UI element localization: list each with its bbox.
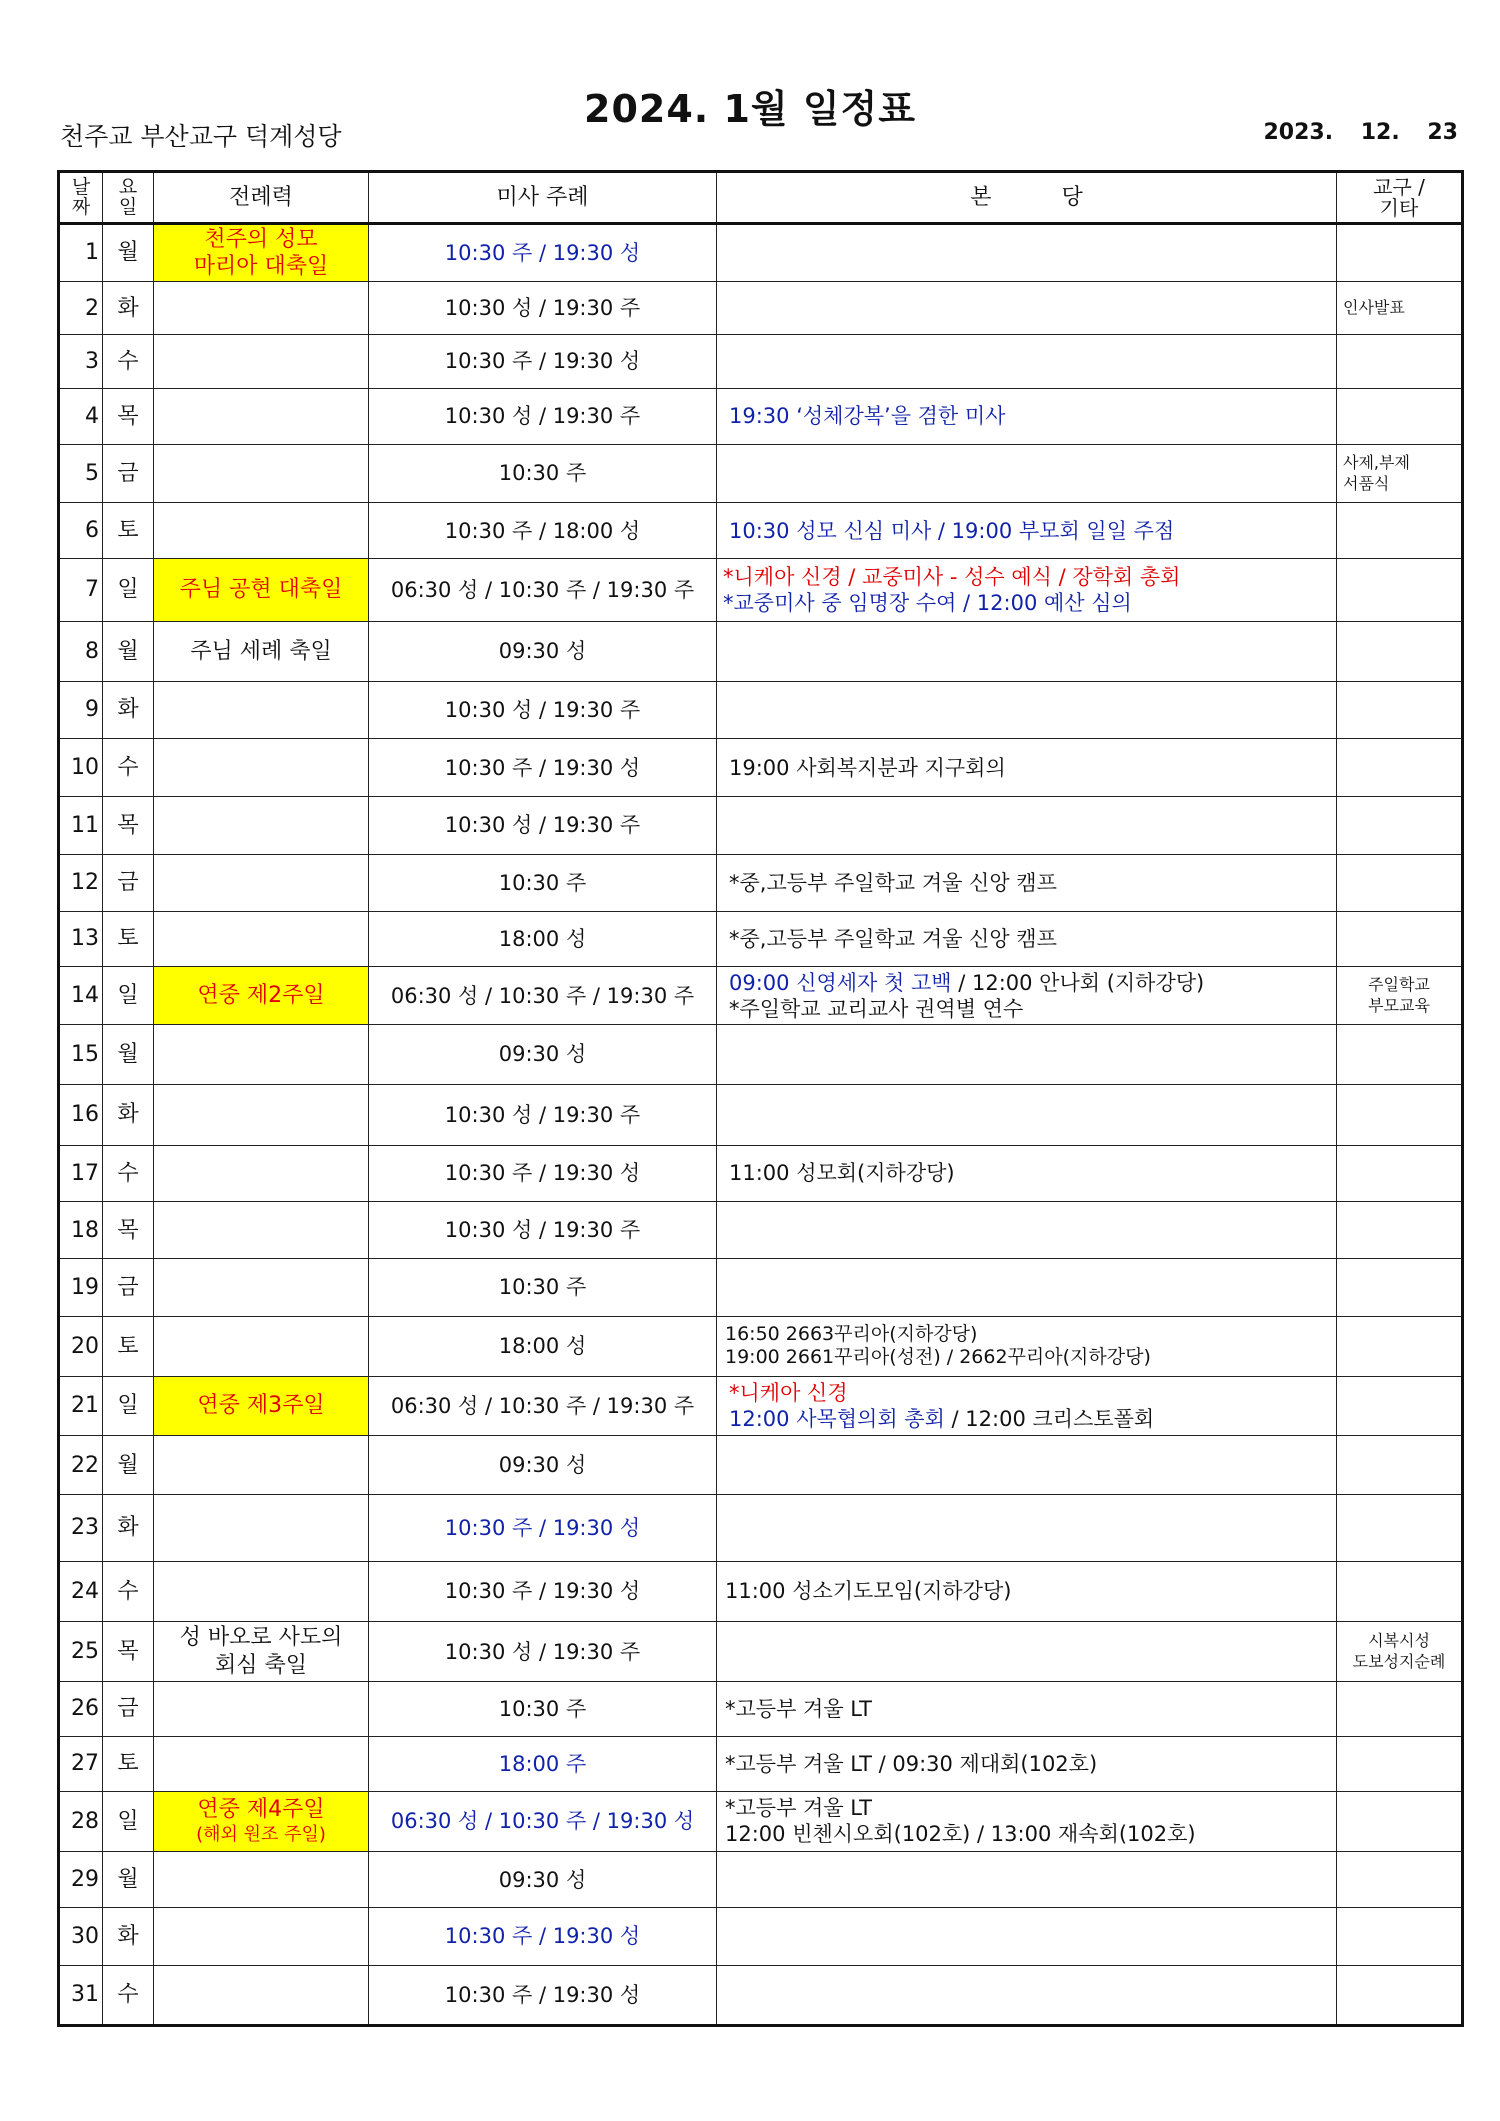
mass-cell: 10:30 성 / 19:30 주 [369, 681, 717, 738]
weekday-cell: 금 [103, 854, 154, 911]
mass-cell: 09:30 성 [369, 1852, 717, 1908]
weekday-cell: 월 [103, 224, 154, 282]
event-cell: *니케아 신경 / 교중미사 - 성수 예식 / 장학회 총회 *교중미사 중 임명장 수여 / 12:00 예산 심의 [717, 559, 1337, 621]
etc-cell [1337, 681, 1463, 738]
liturgy-cell [154, 1436, 369, 1495]
liturgy-cell [154, 911, 369, 966]
liturgy-cell [154, 854, 369, 911]
table-row [59, 444, 1463, 502]
table-row [59, 559, 1463, 621]
table-row [59, 1495, 1463, 1561]
mass-cell: 10:30 주 / 19:30 성 [369, 1965, 717, 2026]
event-cell: *니케아 신경 12:00 사목협의회 총회 / 12:00 크리스토폴회 [717, 1376, 1337, 1435]
event-cell: *고등부 겨울 LT 12:00 빈첸시오회(102호) / 13:00 재속회(102호) [717, 1791, 1337, 1851]
table-row [59, 1682, 1463, 1736]
mass-cell: 10:30 주 / 19:30 성 [369, 1908, 717, 1965]
etc-cell [1337, 1376, 1463, 1435]
table-row [59, 1259, 1463, 1316]
liturgy-cell [154, 388, 369, 444]
liturgy-cell: 성 바오로 사도의 회심 축일 [154, 1622, 369, 1682]
etc-cell [1337, 1791, 1463, 1851]
mass-cell: 10:30 성 / 19:30 주 [369, 1622, 717, 1682]
table-row [59, 1908, 1463, 1965]
liturgy-cell [154, 1084, 369, 1145]
event-cell: 16:50 2663꾸리아(지하강당) 19:00 2661꾸리아(성전) / 2662꾸리아(지하강당) [717, 1316, 1337, 1376]
weekday-cell: 토 [103, 1736, 154, 1791]
weekday-cell: 월 [103, 1852, 154, 1908]
weekday-cell: 화 [103, 1084, 154, 1145]
mass-cell: 10:30 주 / 19:30 성 [369, 1495, 717, 1561]
table-row [59, 503, 1463, 559]
col-header-main: 본 당 [717, 172, 1337, 224]
mass-cell: 10:30 성 / 19:30 주 [369, 1202, 717, 1259]
liturgy-cell [154, 1316, 369, 1376]
weekday-cell: 토 [103, 503, 154, 559]
table-row [59, 797, 1463, 854]
day-cell: 23 [59, 1495, 103, 1561]
day-cell: 16 [59, 1084, 103, 1145]
table-header-row [59, 172, 1463, 224]
mass-cell: 18:00 성 [369, 911, 717, 966]
etc-cell [1337, 559, 1463, 621]
weekday-cell: 금 [103, 444, 154, 502]
table-row [59, 854, 1463, 911]
weekday-cell: 화 [103, 282, 154, 335]
day-cell: 29 [59, 1852, 103, 1908]
event-cell [717, 1259, 1337, 1316]
day-cell: 9 [59, 681, 103, 738]
day-cell: 12 [59, 854, 103, 911]
table-row [59, 1561, 1463, 1621]
mass-cell: 10:30 주 / 18:00 성 [369, 503, 717, 559]
mass-cell: 10:30 성 / 19:30 주 [369, 282, 717, 335]
weekday-cell: 일 [103, 559, 154, 621]
etc-cell [1337, 1084, 1463, 1145]
liturgy-cell [154, 1561, 369, 1621]
weekday-cell: 월 [103, 621, 154, 681]
weekday-cell: 화 [103, 681, 154, 738]
mass-cell: 10:30 주 / 19:30 성 [369, 739, 717, 797]
table-row [59, 1084, 1463, 1145]
issue-date: 2023. 12. 23 [1263, 120, 1458, 145]
table-row [59, 1852, 1463, 1908]
etc-cell [1337, 739, 1463, 797]
mass-cell: 10:30 성 / 19:30 주 [369, 1084, 717, 1145]
day-cell: 18 [59, 1202, 103, 1259]
etc-cell [1337, 1965, 1463, 2026]
table-row [59, 1436, 1463, 1495]
liturgy-cell: 연중 제3주일 [154, 1376, 369, 1435]
weekday-cell: 금 [103, 1682, 154, 1736]
day-cell: 1 [59, 224, 103, 282]
table-row [59, 1736, 1463, 1791]
etc-cell [1337, 1852, 1463, 1908]
event-cell [717, 224, 1337, 282]
etc-cell: 사제,부제 서품식 [1337, 444, 1463, 502]
day-cell: 22 [59, 1436, 103, 1495]
table-row [59, 911, 1463, 966]
event-cell [717, 1908, 1337, 1965]
table-row [59, 282, 1463, 335]
day-cell: 17 [59, 1145, 103, 1201]
etc-cell [1337, 224, 1463, 282]
weekday-cell: 일 [103, 1791, 154, 1851]
weekday-cell: 수 [103, 1561, 154, 1621]
liturgy-cell: 주님 세례 축일 [154, 621, 369, 681]
liturgy-cell [154, 1908, 369, 1965]
weekday-cell: 수 [103, 335, 154, 388]
event-cell [717, 681, 1337, 738]
liturgy-cell: 천주의 성모 마리아 대축일 [154, 224, 369, 282]
page-title: 2024. 1월 일정표 [584, 87, 916, 131]
weekday-cell: 수 [103, 739, 154, 797]
mass-cell: 10:30 주 [369, 854, 717, 911]
table-row [59, 1202, 1463, 1259]
etc-cell [1337, 503, 1463, 559]
weekday-cell: 목 [103, 388, 154, 444]
day-cell: 7 [59, 559, 103, 621]
day-cell: 24 [59, 1561, 103, 1621]
event-cell: *중,고등부 주일학교 겨울 신앙 캠프 [717, 911, 1337, 966]
schedule-table [57, 170, 1464, 2027]
day-cell: 21 [59, 1376, 103, 1435]
table-row [59, 1316, 1463, 1376]
liturgy-cell [154, 1202, 369, 1259]
event-cell [717, 444, 1337, 502]
etc-cell [1337, 1025, 1463, 1084]
liturgy-cell [154, 335, 369, 388]
etc-cell [1337, 1259, 1463, 1316]
mass-cell: 10:30 주 [369, 1682, 717, 1736]
day-cell: 6 [59, 503, 103, 559]
day-cell: 8 [59, 621, 103, 681]
etc-cell: 주일학교 부모교육 [1337, 967, 1463, 1025]
event-cell: 11:00 성소기도모임(지하강당) [717, 1561, 1337, 1621]
table-row [59, 739, 1463, 797]
weekday-cell: 수 [103, 1965, 154, 2026]
day-cell: 10 [59, 739, 103, 797]
event-cell [717, 1202, 1337, 1259]
mass-cell: 10:30 주 / 19:30 성 [369, 1561, 717, 1621]
etc-cell [1337, 621, 1463, 681]
mass-cell: 06:30 성 / 10:30 주 / 19:30 주 [369, 559, 717, 621]
weekday-cell: 월 [103, 1436, 154, 1495]
liturgy-cell [154, 681, 369, 738]
col-header-day: 날 짜 [59, 172, 103, 224]
weekday-cell: 화 [103, 1908, 154, 1965]
liturgy-cell [154, 503, 369, 559]
col-header-liturgy: 전례력 [154, 172, 369, 224]
day-cell: 30 [59, 1908, 103, 1965]
etc-cell [1337, 1908, 1463, 1965]
table-row [59, 1025, 1463, 1084]
liturgy-cell [154, 1965, 369, 2026]
weekday-cell: 일 [103, 967, 154, 1025]
mass-cell: 10:30 주 / 19:30 성 [369, 335, 717, 388]
event-cell [717, 1852, 1337, 1908]
event-cell [717, 797, 1337, 854]
table-row [59, 335, 1463, 388]
table-row [59, 967, 1463, 1025]
mass-cell: 06:30 성 / 10:30 주 / 19:30 주 [369, 1376, 717, 1435]
event-cell [717, 621, 1337, 681]
liturgy-cell [154, 797, 369, 854]
weekday-cell: 토 [103, 911, 154, 966]
table-row [59, 388, 1463, 444]
mass-cell: 18:00 주 [369, 1736, 717, 1791]
table-row [59, 1791, 1463, 1851]
mass-cell: 06:30 성 / 10:30 주 / 19:30 주 [369, 967, 717, 1025]
liturgy-cell: 연중 제4주일 (해외 원조 주일) [154, 1791, 369, 1851]
event-cell: 19:30 ‘성체강복’을 겸한 미사 [717, 388, 1337, 444]
weekday-cell: 금 [103, 1259, 154, 1316]
liturgy-cell [154, 444, 369, 502]
weekday-cell: 목 [103, 797, 154, 854]
mass-cell: 10:30 주 / 19:30 성 [369, 224, 717, 282]
table-row [59, 1622, 1463, 1682]
weekday-cell: 일 [103, 1376, 154, 1435]
col-header-weekday: 요 일 [103, 172, 154, 224]
day-cell: 20 [59, 1316, 103, 1376]
mass-cell: 09:30 성 [369, 1436, 717, 1495]
mass-cell: 10:30 성 / 19:30 주 [369, 797, 717, 854]
event-cell [717, 1495, 1337, 1561]
liturgy-cell [154, 1852, 369, 1908]
table-row [59, 224, 1463, 282]
col-header-mass: 미사 주례 [369, 172, 717, 224]
mass-cell: 10:30 주 / 19:30 성 [369, 1145, 717, 1201]
table-row [59, 1145, 1463, 1201]
etc-cell [1337, 797, 1463, 854]
day-cell: 14 [59, 967, 103, 1025]
day-cell: 11 [59, 797, 103, 854]
liturgy-cell [154, 1259, 369, 1316]
day-cell: 4 [59, 388, 103, 444]
etc-cell [1337, 1561, 1463, 1621]
etc-cell [1337, 1316, 1463, 1376]
liturgy-cell [154, 1145, 369, 1201]
mass-cell: 10:30 성 / 19:30 주 [369, 388, 717, 444]
weekday-cell: 월 [103, 1025, 154, 1084]
weekday-cell: 목 [103, 1622, 154, 1682]
etc-cell [1337, 1436, 1463, 1495]
day-cell: 27 [59, 1736, 103, 1791]
weekday-cell: 토 [103, 1316, 154, 1376]
etc-cell [1337, 1202, 1463, 1259]
liturgy-cell [154, 1736, 369, 1791]
event-cell: *고등부 겨울 LT / 09:30 제대회(102호) [717, 1736, 1337, 1791]
liturgy-cell [154, 282, 369, 335]
day-cell: 3 [59, 335, 103, 388]
liturgy-cell [154, 1495, 369, 1561]
day-cell: 15 [59, 1025, 103, 1084]
mass-cell: 18:00 성 [369, 1316, 717, 1376]
etc-cell [1337, 911, 1463, 966]
day-cell: 13 [59, 911, 103, 966]
liturgy-cell: 연중 제2주일 [154, 967, 369, 1025]
event-cell [717, 1025, 1337, 1084]
parish-name: 천주교 부산교구 덕계성당 [60, 122, 342, 151]
day-cell: 25 [59, 1622, 103, 1682]
event-cell [717, 335, 1337, 388]
day-cell: 5 [59, 444, 103, 502]
etc-cell [1337, 335, 1463, 388]
table-row [59, 1376, 1463, 1435]
weekday-cell: 목 [103, 1202, 154, 1259]
day-cell: 26 [59, 1682, 103, 1736]
event-cell [717, 1622, 1337, 1682]
table-row [59, 621, 1463, 681]
etc-cell [1337, 1682, 1463, 1736]
etc-cell [1337, 1495, 1463, 1561]
mass-cell: 10:30 주 [369, 444, 717, 502]
liturgy-cell: 주님 공현 대축일 [154, 559, 369, 621]
event-cell [717, 1436, 1337, 1495]
etc-cell: 인사발표 [1337, 282, 1463, 335]
event-cell: 19:00 사회복지분과 지구회의 [717, 739, 1337, 797]
mass-cell: 09:30 성 [369, 621, 717, 681]
day-cell: 2 [59, 282, 103, 335]
weekday-cell: 수 [103, 1145, 154, 1201]
event-cell [717, 1084, 1337, 1145]
day-cell: 19 [59, 1259, 103, 1316]
day-cell: 31 [59, 1965, 103, 2026]
event-cell: 09:00 신영세자 첫 고백 / 12:00 안나회 (지하강당) *주일학교 교리교사 권역별 연수 [717, 967, 1337, 1025]
mass-cell: 10:30 주 [369, 1259, 717, 1316]
liturgy-cell [154, 1682, 369, 1736]
event-cell: 10:30 성모 신심 미사 / 19:00 부모회 일일 주점 [717, 503, 1337, 559]
event-cell: *고등부 겨울 LT [717, 1682, 1337, 1736]
etc-cell: 시복시성 도보성지순례 [1337, 1622, 1463, 1682]
event-cell [717, 1965, 1337, 2026]
etc-cell [1337, 1145, 1463, 1201]
liturgy-cell [154, 739, 369, 797]
mass-cell: 09:30 성 [369, 1025, 717, 1084]
mass-cell: 06:30 성 / 10:30 주 / 19:30 성 [369, 1791, 717, 1851]
etc-cell [1337, 1736, 1463, 1791]
table-row [59, 681, 1463, 738]
weekday-cell: 화 [103, 1495, 154, 1561]
etc-cell [1337, 388, 1463, 444]
event-cell: *중,고등부 주일학교 겨울 신앙 캠프 [717, 854, 1337, 911]
etc-cell [1337, 854, 1463, 911]
liturgy-cell [154, 1025, 369, 1084]
event-cell: 11:00 성모회(지하강당) [717, 1145, 1337, 1201]
col-header-etc: 교구 / 기타 [1337, 172, 1463, 224]
event-cell [717, 282, 1337, 335]
day-cell: 28 [59, 1791, 103, 1851]
table-row [59, 1965, 1463, 2026]
